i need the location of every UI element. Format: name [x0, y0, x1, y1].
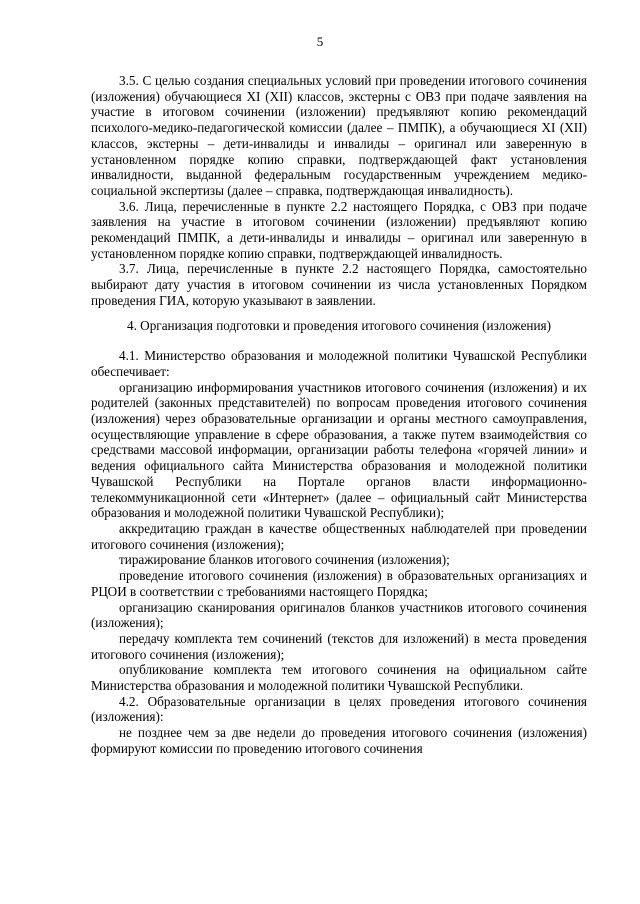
paragraph-3-6: 3.6. Лица, перечисленные в пункте 2.2 настоящего Порядка, с ОВЗ при подаче заявления на участие в итоговом сочинении (изложении) предъявляют копию рекомендаций ПМПК, а дети-инвалиды и инвалиды – оригинал или заверенную в установленном порядке копию справки, подтверждающей инвалидность.	[91, 198, 587, 261]
list-item-scanning: организацию сканирования оригиналов бланков участников итогового сочинения (изложения);	[91, 599, 587, 631]
list-item-informing: организацию информирования участников итогового сочинения (изложения) и их родителей (законных представителей) по вопросам проведения итогового сочинения (изложения) через образовательные организации и органы местного самоуправления, осуществляющие управление в сфере образования, а также путем взаимодействия со средствами массовой информации, организации работы телефона «горячей линии» и ведения официального сайта Министерства образования и молодежной политики Чувашской Республики на Портале органов власти информационно-телекоммуникационной сети «Интернет» (далее – официальный сайт Министерства образования и молодежной политики Чувашской Республики);	[91, 379, 587, 521]
paragraph-3-5: 3.5. С целью создания специальных условий при проведении итогового сочинения (изложения) обучающиеся XI (XII) классов, экстерны с ОВЗ при подаче заявления на участие в итоговом сочинении (изложении) предъявляют копию рекомендаций психолого-медико-педагогической комиссии (далее – ПМПК), а обучающиеся XI (XII) классов, экстерны – дети-инвалиды и инвалиды – оригинал или заверенную в установленном порядке копию справки, подтверждающей факт установления инвалидности, выданной федеральным государственным учреждением медико-социальной экспертизы (далее – справка, подтверждающая инвалидность).	[91, 73, 587, 198]
section-heading-4: 4. Организация подготовки и проведения итогового сочинения (изложения)	[126, 317, 551, 333]
paragraph-4-1: 4.1. Министерство образования и молодежной политики Чувашской Республики обеспечивает:	[91, 348, 587, 379]
list-item-transfer: передачу комплекта тем сочинений (текстов для изложений) в места проведения итогового сочинения (изложения);	[91, 630, 587, 662]
paragraph-4-2: 4.2. Образовательные организации в целях проведения итогового сочинения (изложения):	[91, 693, 587, 725]
list-item-printing: тиражирование бланков итогового сочинения (изложения);	[119, 552, 450, 568]
list-item-conducting: проведение итогового сочинения (изложения) в образовательных организациях и РЦОИ в соответствии с требованиями настоящего Порядка;	[91, 568, 587, 599]
list-item-commissions: не позднее чем за две недели до проведения итогового сочинения (изложения) формируют комиссии по проведению итогового сочинения	[91, 725, 587, 756]
list-item-publishing: опубликование комплекта тем итогового сочинения на официальном сайте Министерства образования и молодежной политики Чувашской Республики.	[91, 662, 587, 694]
list-item-accreditation: аккредитацию граждан в качестве общественных наблюдателей при проведении итогового сочинения (изложения);	[91, 520, 587, 552]
page-number: 5	[316, 34, 324, 49]
document-body	[91, 73, 587, 757]
paragraph-3-7: 3.7. Лица, перечисленные в пункте 2.2 настоящего Порядка, самостоятельно выбирают дату участия в итоговом сочинении из числа установленных Порядком проведения ГИА, которую указывают в заявлении.	[91, 261, 587, 308]
